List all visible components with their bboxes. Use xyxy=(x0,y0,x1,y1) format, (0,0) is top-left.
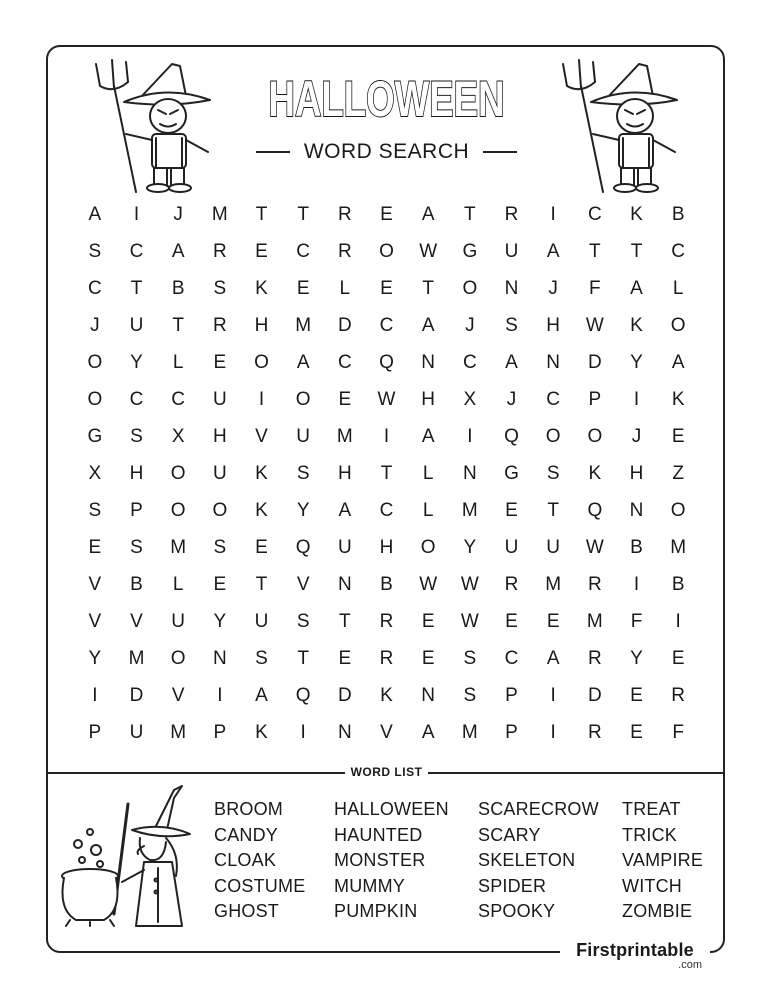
grid-letter: K xyxy=(255,462,268,484)
grid-letter: C xyxy=(587,203,602,225)
word-list-column-2 xyxy=(334,797,478,927)
grid-letter: U xyxy=(129,314,144,336)
grid-letter: W xyxy=(419,240,438,262)
grid-letter: V xyxy=(171,684,185,706)
grid-letter: A xyxy=(546,647,560,669)
grid-letter: W xyxy=(460,573,479,595)
grid-letter: U xyxy=(296,425,311,447)
grid-letter: O xyxy=(87,351,103,373)
grid-letter: S xyxy=(213,536,227,558)
word-list-item: SPOOKY xyxy=(478,901,556,922)
grid-letter: Q xyxy=(504,425,519,447)
grid-letter: U xyxy=(504,536,519,558)
grid-letter: R xyxy=(587,721,602,743)
grid-letter: I xyxy=(133,203,140,225)
grid-letter: J xyxy=(506,388,517,410)
grid-letter: R xyxy=(379,610,394,632)
grid-letter: I xyxy=(550,721,556,743)
word-list-item: SCARECROW xyxy=(478,799,599,819)
grid-letter: U xyxy=(254,610,269,632)
grid-letter: C xyxy=(379,499,394,521)
grid-letter: R xyxy=(379,647,394,669)
grid-letter: U xyxy=(129,721,144,743)
grid-letter: D xyxy=(587,684,602,706)
grid-letter: A xyxy=(671,351,685,373)
grid-letter: S xyxy=(255,647,268,669)
grid-letter: J xyxy=(631,425,642,447)
grid-letter: H xyxy=(212,425,227,447)
grid-letter: A xyxy=(546,240,560,262)
grid-letter: E xyxy=(255,536,268,558)
grid-letter: V xyxy=(88,610,102,632)
grid-letter: B xyxy=(630,536,643,558)
grid-letter: U xyxy=(171,610,186,632)
grid-letter: S xyxy=(463,684,477,706)
grid-letter: N xyxy=(421,351,436,373)
grid-letter: A xyxy=(421,721,435,743)
grid-letter: D xyxy=(587,351,602,373)
grid-letter: C xyxy=(296,240,311,262)
grid-letter: R xyxy=(671,684,686,706)
grid-letter: C xyxy=(129,240,144,262)
grid-letter: E xyxy=(671,425,685,447)
grid-letter: I xyxy=(550,203,556,225)
grid-letter: J xyxy=(465,314,475,336)
grid-letter: I xyxy=(550,684,556,706)
grid-letter: C xyxy=(671,240,686,262)
grid-letter: Y xyxy=(630,647,643,669)
grid-letter: T xyxy=(630,240,643,262)
grid-letter: O xyxy=(670,499,686,521)
grid-letter: R xyxy=(212,240,227,262)
scarecrow-right-illustration xyxy=(553,56,685,196)
grid-letter: S xyxy=(88,240,102,262)
grid-letter: H xyxy=(546,314,561,336)
grid-letter: N xyxy=(462,462,477,484)
grid-letter: E xyxy=(630,684,643,706)
grid-letter: E xyxy=(421,610,435,632)
grid-letter: O xyxy=(254,351,269,373)
grid-letter: O xyxy=(295,388,311,410)
grid-letter: J xyxy=(90,314,100,336)
word-list-item: SPIDER xyxy=(478,875,547,896)
grid-letter: V xyxy=(255,425,268,447)
grid-letter: I xyxy=(675,610,681,632)
word-list xyxy=(214,797,714,927)
grid-letter: M xyxy=(461,721,478,743)
word-list-column-1 xyxy=(214,797,334,927)
grid-letter: Q xyxy=(379,351,394,373)
grid-letter: P xyxy=(505,721,518,743)
grid-letter: O xyxy=(170,647,186,669)
grid-letter: C xyxy=(462,351,477,373)
grid-letter: T xyxy=(547,499,559,521)
grid-letter: A xyxy=(421,203,435,225)
grid-letter: T xyxy=(339,610,351,632)
grid-letter: N xyxy=(337,721,352,743)
word-list-item: MONSTER xyxy=(334,850,426,871)
grid-letter: L xyxy=(339,277,351,299)
word-list-item: VAMPIRE xyxy=(622,850,704,871)
grid-letter: J xyxy=(173,203,183,225)
grid-letter: L xyxy=(422,462,434,484)
word-list-item: CANDY xyxy=(214,824,279,845)
grid-letter: L xyxy=(172,573,184,595)
word-list-item: TRICK xyxy=(622,824,677,845)
grid-letter: B xyxy=(130,573,143,595)
grid-letter: D xyxy=(337,684,352,706)
grid-letter: N xyxy=(337,573,352,595)
grid-letter: I xyxy=(467,425,473,447)
grid-letter: W xyxy=(585,314,604,336)
grid-letter: E xyxy=(505,610,518,632)
grid-letter: Y xyxy=(130,351,143,373)
grid-letter: E xyxy=(421,647,435,669)
grid-letter: H xyxy=(421,388,436,410)
grid-letter: K xyxy=(380,684,393,706)
grid-letter: S xyxy=(505,314,518,336)
grid-letter: A xyxy=(421,314,435,336)
grid-letter: S xyxy=(88,499,102,521)
word-list-item: CLOAK xyxy=(214,850,277,871)
grid-letter: E xyxy=(296,277,310,299)
grid-letter: K xyxy=(630,314,643,336)
grid-letter: O xyxy=(212,499,228,521)
grid-letter: H xyxy=(337,462,352,484)
brand-domain: .com xyxy=(678,959,702,971)
grid-letter: O xyxy=(379,240,394,262)
grid-letter: M xyxy=(461,499,478,521)
grid-letter: M xyxy=(586,610,603,632)
grid-letter: K xyxy=(671,388,685,410)
grid-letter: O xyxy=(587,425,603,447)
grid-letter: E xyxy=(546,610,560,632)
grid-letter: W xyxy=(377,388,396,410)
grid-letter: E xyxy=(213,573,227,595)
pitchfork-icon xyxy=(96,60,136,192)
grid-letter: W xyxy=(585,536,604,558)
grid-letter: I xyxy=(633,388,640,410)
grid-letter: O xyxy=(462,277,478,299)
grid-letter: A xyxy=(171,240,185,262)
grid-letter: T xyxy=(589,240,601,262)
grid-letter: K xyxy=(630,203,643,225)
grid-letter: I xyxy=(300,721,306,743)
page-title xyxy=(230,70,543,126)
grid-letter: J xyxy=(548,277,558,299)
grid-letter: S xyxy=(296,610,310,632)
word-list-item: BROOM xyxy=(214,799,284,819)
grid-letter: M xyxy=(295,314,312,336)
grid-letter: B xyxy=(671,573,685,595)
grid-letter: E xyxy=(338,388,352,410)
grid-letter: C xyxy=(546,388,561,410)
subtitle-dash-left xyxy=(256,151,290,153)
grid-letter: M xyxy=(128,647,145,669)
grid-letter: F xyxy=(672,721,684,743)
grid-letter: T xyxy=(297,203,309,225)
grid-letter: U xyxy=(212,388,227,410)
grid-letter: Y xyxy=(213,610,227,632)
grid-letter: B xyxy=(671,203,685,225)
grid-letter: S xyxy=(463,647,477,669)
word-list-column-4 xyxy=(622,797,714,927)
grid-letter: G xyxy=(462,240,478,262)
grid-letter: Q xyxy=(295,684,311,706)
grid-letter: U xyxy=(212,462,227,484)
grid-letter: O xyxy=(545,425,561,447)
grid-letter: C xyxy=(337,351,352,373)
grid-letter: C xyxy=(129,388,144,410)
grid-letter: U xyxy=(504,240,519,262)
grid-letter: M xyxy=(211,203,228,225)
grid-letter: E xyxy=(380,203,393,225)
grid-letter: I xyxy=(633,573,640,595)
grid-letter: O xyxy=(670,314,686,336)
witch-cauldron-illustration xyxy=(56,784,202,930)
grid-letter: L xyxy=(422,499,434,521)
grid-letter: D xyxy=(337,314,352,336)
grid-letter: M xyxy=(670,536,687,558)
grid-letter: R xyxy=(212,314,227,336)
word-list-column-3 xyxy=(478,797,622,927)
grid-letter: T xyxy=(172,314,184,336)
word-list-title: WORD LIST xyxy=(345,765,429,779)
grid-letter: Y xyxy=(463,536,477,558)
grid-letter: D xyxy=(129,684,144,706)
grid-letter: H xyxy=(129,462,144,484)
grid-letter: N xyxy=(546,351,561,373)
grid-letter: B xyxy=(380,573,393,595)
grid-letter: S xyxy=(130,425,143,447)
grid-letter: E xyxy=(88,536,102,558)
grid-letter: T xyxy=(297,647,309,669)
grid-letter: R xyxy=(587,573,602,595)
grid-letter: W xyxy=(460,610,479,632)
grid-letter: Y xyxy=(296,499,310,521)
grid-letter: H xyxy=(629,462,644,484)
grid-letter: T xyxy=(380,462,393,484)
grid-letter: V xyxy=(130,610,143,632)
grid-letter: L xyxy=(172,351,184,373)
grid-letter: Q xyxy=(587,499,603,521)
grid-letter: T xyxy=(255,203,268,225)
grid-letter: P xyxy=(213,721,227,743)
grid-letter: E xyxy=(671,647,685,669)
grid-letter: R xyxy=(504,203,519,225)
grid-letter: C xyxy=(504,647,519,669)
grid-letter: C xyxy=(87,277,102,299)
letter-grid xyxy=(74,196,699,751)
grid-letter: M xyxy=(545,573,562,595)
grid-letter: Z xyxy=(672,462,684,484)
grid-letter: E xyxy=(213,351,227,373)
subtitle xyxy=(230,138,543,166)
grid-letter: T xyxy=(464,203,476,225)
grid-letter: S xyxy=(296,462,310,484)
grid-letter: A xyxy=(255,684,268,706)
grid-letter: F xyxy=(589,277,601,299)
grid-letter: O xyxy=(87,388,103,410)
word-list-item: ZOMBIE xyxy=(622,901,693,922)
grid-letter: V xyxy=(88,573,102,595)
grid-letter: U xyxy=(337,536,352,558)
grid-letter: X xyxy=(88,462,102,484)
grid-letter: P xyxy=(505,684,518,706)
grid-letter: C xyxy=(171,388,186,410)
grid-letter: O xyxy=(170,462,186,484)
grid-letter: I xyxy=(258,388,265,410)
word-list-item: HAUNTED xyxy=(334,824,423,845)
grid-letter: G xyxy=(504,462,519,484)
grid-letter: E xyxy=(630,721,643,743)
grid-letter: O xyxy=(420,536,436,558)
grid-letter: I xyxy=(92,684,98,706)
grid-letter: W xyxy=(419,573,438,595)
grid-letter: R xyxy=(337,203,352,225)
grid-letter: S xyxy=(213,277,227,299)
grid-letter: T xyxy=(130,277,143,299)
grid-letter: Y xyxy=(630,351,643,373)
grid-letter: E xyxy=(338,647,352,669)
word-list-item: WITCH xyxy=(622,875,682,896)
word-list-heading xyxy=(0,763,773,781)
grid-letter: C xyxy=(379,314,394,336)
word-list-item: MUMMY xyxy=(334,875,405,896)
grid-letter: E xyxy=(380,277,393,299)
grid-letter: I xyxy=(217,684,223,706)
grid-letter: N xyxy=(629,499,644,521)
grid-letter: M xyxy=(170,721,187,743)
grid-letter: K xyxy=(588,462,602,484)
subtitle-text: WORD SEARCH xyxy=(303,140,470,163)
grid-letter: T xyxy=(422,277,434,299)
grid-letter: P xyxy=(88,721,102,743)
grid-letter: A xyxy=(505,351,518,373)
grid-letter: K xyxy=(255,721,268,743)
grid-letter: Q xyxy=(295,536,311,558)
grid-letter: K xyxy=(255,499,268,521)
grid-letter: H xyxy=(254,314,269,336)
word-list-item: HALLOWEEN xyxy=(334,799,449,819)
grid-letter: X xyxy=(171,425,185,447)
grid-letter: A xyxy=(630,277,643,299)
brand-name: Firstprintable xyxy=(576,940,694,960)
grid-letter: I xyxy=(383,425,390,447)
grid-letter: R xyxy=(337,240,352,262)
scarecrow-left-illustration xyxy=(86,56,218,196)
word-list-item: TREAT xyxy=(622,799,681,819)
grid-letter: P xyxy=(130,499,143,521)
grid-letter: V xyxy=(296,573,310,595)
grid-letter: S xyxy=(130,536,143,558)
word-list-item: SCARY xyxy=(478,824,541,845)
grid-letter: A xyxy=(88,203,102,225)
grid-letter: T xyxy=(255,573,268,595)
word-list-item: PUMPKIN xyxy=(334,901,418,922)
grid-letter: Y xyxy=(88,647,102,669)
word-list-item: COSTUME xyxy=(214,875,306,896)
grid-letter: E xyxy=(255,240,268,262)
grid-letter: X xyxy=(463,388,477,410)
subtitle-dash-right xyxy=(483,151,517,153)
grid-letter: K xyxy=(255,277,268,299)
grid-letter: M xyxy=(336,425,353,447)
grid-letter: P xyxy=(588,388,602,410)
grid-letter: A xyxy=(421,425,435,447)
grid-letter: G xyxy=(87,425,103,447)
grid-letter: A xyxy=(338,499,352,521)
grid-letter: E xyxy=(505,499,518,521)
grid-letter: R xyxy=(504,573,519,595)
grid-letter: F xyxy=(630,610,643,632)
grid-letter: S xyxy=(546,462,560,484)
grid-letter: M xyxy=(170,536,187,558)
brand-logo xyxy=(560,940,710,976)
grid-letter: U xyxy=(546,536,561,558)
grid-letter: V xyxy=(380,721,393,743)
word-list-item: SKELETON xyxy=(478,850,576,871)
word-list-item: GHOST xyxy=(214,901,280,922)
grid-letter: N xyxy=(421,684,436,706)
page-title-text: HALLOWEEN xyxy=(268,71,505,127)
grid-letter: R xyxy=(587,647,602,669)
grid-letter: B xyxy=(171,277,185,299)
grid-letter: N xyxy=(504,277,519,299)
grid-letter: A xyxy=(296,351,310,373)
grid-letter: L xyxy=(672,277,684,299)
grid-letter: O xyxy=(170,499,186,521)
grid-letter: H xyxy=(379,536,394,558)
grid-letter: N xyxy=(212,647,227,669)
pitchfork-icon xyxy=(563,60,603,192)
